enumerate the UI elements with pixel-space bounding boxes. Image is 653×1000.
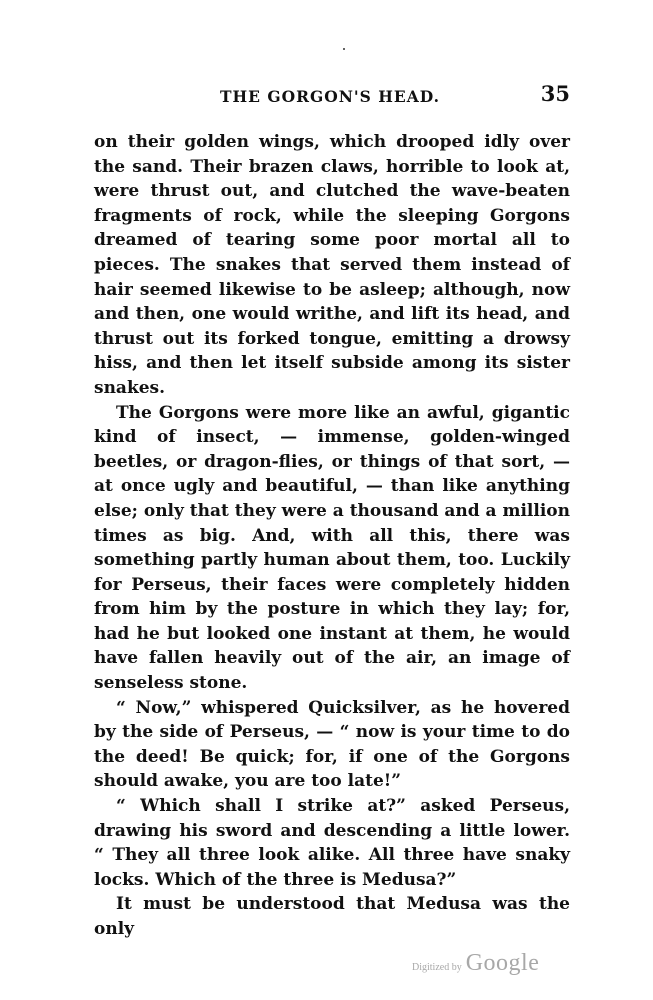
watermark-prefix: Digitized by (412, 962, 462, 973)
paragraph: It must be understood that Medusa was the only (94, 894, 570, 939)
paragraph: on their golden wings, which drooped idly over the sand. Their brazen claws, horrible to look at, were thrust out, and clutched the wave-beaten fragments of rock, while the sleeping Gorgons dreamed of tearing some poor mortal all to pieces. The snakes that served them instead of hair seemed likewise to be asleep; although, now and then, one would writhe, and lift its head, and thrust out its forked tongue, emitting a drowsy hiss, and then let itself subside among its sister snakes. (94, 132, 570, 398)
paragraph: “ Which shall I strike at?” asked Perseus, drawing his sword and descending a little lower. “ They all three look alike. All three have snaky locks. Which of the three is Medusa?” (94, 796, 570, 890)
digitized-watermark (412, 950, 539, 977)
body-text (94, 130, 570, 942)
page-number: 35 (540, 81, 570, 106)
paragraph: The Gorgons were more like an awful, gigantic kind of insect, — immense, golden-winged beetles, or dragon-flies, or things of that sort, — at once ugly and beautiful, — than like anything else; only that they were a thousand and a million times as big. And, with all this, there was something partly human about them, too. Luckily for Perseus, their faces were completely hidden from him by the posture in which they lay; for, had he but looked one instant at them, he would have fallen heavily out of the air, an image of senseless stone. (94, 402, 570, 694)
running-title: THE GORGON'S HEAD. (220, 87, 441, 106)
page-header (94, 81, 570, 107)
ink-speck (343, 48, 345, 50)
paragraph: “ Now,” whispered Quicksilver, as he hovered by the side of Perseus, — “ now is your time to do the deed! Be quick; for, if one of the Gorgons should awake, you are too late!” (94, 697, 570, 792)
google-logo: Google (465, 950, 540, 976)
